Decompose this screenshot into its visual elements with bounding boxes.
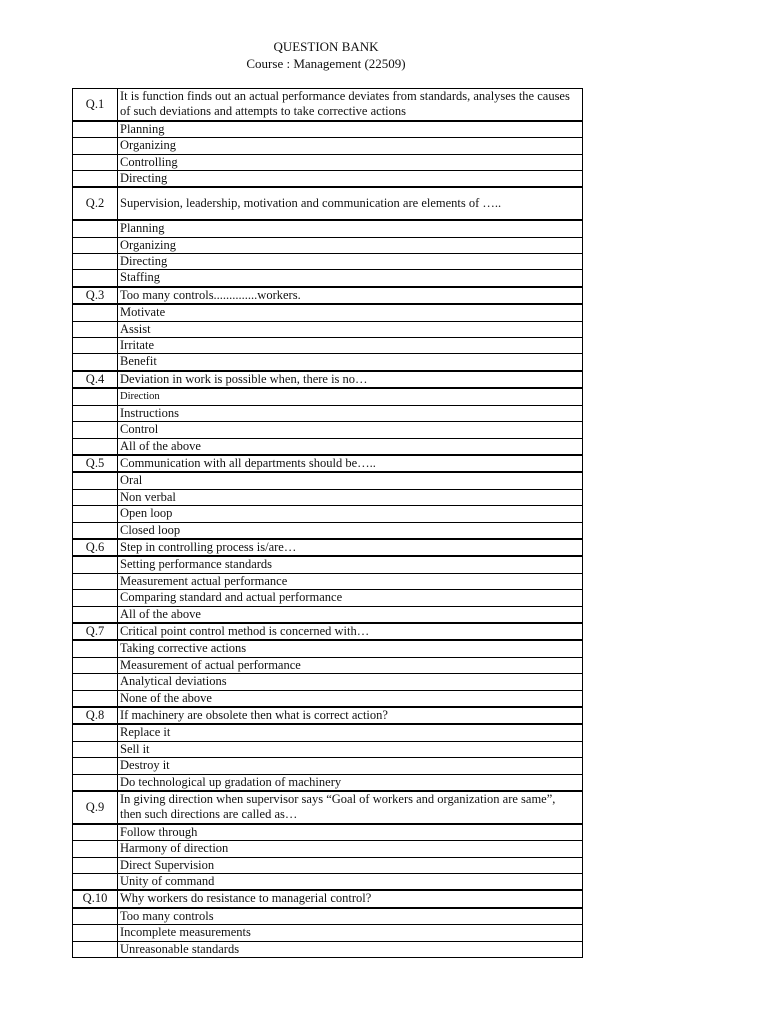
option-row [73,606,583,623]
option-text: Do technological up gradation of machinery [118,774,583,791]
option-text: Open loop [118,506,583,522]
option-number-cell [73,472,118,489]
option-row [73,841,583,857]
option-row [73,270,583,287]
question-row [73,539,583,556]
option-row [73,354,583,371]
option-text: Assist [118,321,583,337]
option-text: Directing [118,254,583,270]
option-number-cell [73,674,118,690]
option-row [73,237,583,253]
option-row [73,908,583,925]
option-text: Controlling [118,154,583,170]
option-row [73,388,583,405]
option-text: All of the above [118,606,583,623]
question-text: Communication with all departments should be….. [118,455,583,472]
option-row [73,657,583,673]
option-row [73,422,583,438]
option-number-cell [73,590,118,606]
option-number-cell [73,121,118,138]
question-row [73,791,583,824]
question-number: Q.4 [73,371,118,388]
option-number-cell [73,640,118,657]
option-row [73,171,583,188]
option-row [73,489,583,505]
question-text: Deviation in work is possible when, there is no… [118,371,583,388]
question-number: Q.6 [73,539,118,556]
option-number-cell [73,741,118,757]
option-row [73,573,583,589]
option-number-cell [73,338,118,354]
option-text: Non verbal [118,489,583,505]
option-row [73,941,583,957]
option-row [73,758,583,774]
question-text: If machinery are obsolete then what is correct action? [118,707,583,724]
option-number-cell [73,388,118,405]
question-text: Critical point control method is concerned with… [118,623,583,640]
question-text: Too many controls..............workers. [118,287,583,304]
option-text: Harmony of direction [118,841,583,857]
question-row [73,707,583,724]
option-text: Comparing standard and actual performance [118,590,583,606]
option-number-cell [73,824,118,841]
question-number: Q.3 [73,287,118,304]
question-row [73,890,583,907]
option-number-cell [73,489,118,505]
option-number-cell [73,573,118,589]
option-text: Planning [118,121,583,138]
option-row [73,405,583,421]
option-text: Measurement actual performance [118,573,583,589]
option-row [73,138,583,154]
option-number-cell [73,254,118,270]
option-text: Closed loop [118,522,583,539]
question-number: Q.9 [73,791,118,824]
option-text: Follow through [118,824,583,841]
option-number-cell [73,774,118,791]
option-text: Destroy it [118,758,583,774]
option-number-cell [73,237,118,253]
option-number-cell [73,405,118,421]
option-row [73,254,583,270]
option-number-cell [73,438,118,455]
option-number-cell [73,841,118,857]
option-text: Replace it [118,724,583,741]
option-row [73,690,583,707]
option-text: Direct Supervision [118,857,583,873]
question-number: Q.8 [73,707,118,724]
question-number: Q.2 [73,187,118,220]
option-number-cell [73,941,118,957]
option-number-cell [73,138,118,154]
option-text: Staffing [118,270,583,287]
option-row [73,741,583,757]
question-row [73,187,583,220]
option-number-cell [73,606,118,623]
question-row [73,371,583,388]
option-text: Unity of command [118,874,583,891]
option-row [73,925,583,941]
document-header [0,38,652,72]
question-text: It is function finds out an actual performance deviates from standards, analyses the causes of such deviations and attempts to take corrective actions [118,89,583,121]
option-text: Planning [118,220,583,237]
option-number-cell [73,657,118,673]
question-text: Supervision, leadership, motivation and communication are elements of ….. [118,187,583,220]
option-text: Directing [118,171,583,188]
option-number-cell [73,758,118,774]
document-title: QUESTION BANK [273,39,379,54]
option-text: Analytical deviations [118,674,583,690]
option-row [73,724,583,741]
option-number-cell [73,690,118,707]
option-text: Setting performance standards [118,556,583,573]
option-text: Measurement of actual performance [118,657,583,673]
option-text: Direction [118,388,583,405]
option-row [73,640,583,657]
option-row [73,774,583,791]
option-row [73,154,583,170]
option-row [73,472,583,489]
question-number: Q.10 [73,890,118,907]
option-number-cell [73,422,118,438]
option-text: Incomplete measurements [118,925,583,941]
option-row [73,506,583,522]
option-number-cell [73,270,118,287]
option-row [73,121,583,138]
option-number-cell [73,506,118,522]
option-number-cell [73,925,118,941]
option-row [73,304,583,321]
question-text: Step in controlling process is/are… [118,539,583,556]
option-text: Taking corrective actions [118,640,583,657]
option-number-cell [73,908,118,925]
option-row [73,824,583,841]
option-text: Oral [118,472,583,489]
question-number: Q.7 [73,623,118,640]
option-text: Sell it [118,741,583,757]
option-text: Benefit [118,354,583,371]
question-table [72,88,583,958]
option-text: Unreasonable standards [118,941,583,957]
option-number-cell [73,354,118,371]
option-number-cell [73,220,118,237]
option-row [73,220,583,237]
option-text: Control [118,422,583,438]
option-number-cell [73,522,118,539]
option-number-cell [73,321,118,337]
question-number: Q.5 [73,455,118,472]
option-text: Organizing [118,237,583,253]
question-text: Why workers do resistance to managerial control? [118,890,583,907]
option-text: Motivate [118,304,583,321]
option-number-cell [73,556,118,573]
option-text: Instructions [118,405,583,421]
option-text: Irritate [118,338,583,354]
option-text: Organizing [118,138,583,154]
option-row [73,674,583,690]
option-row [73,556,583,573]
option-text: All of the above [118,438,583,455]
question-row [73,287,583,304]
option-row [73,874,583,891]
question-row [73,89,583,121]
option-number-cell [73,857,118,873]
question-text: In giving direction when supervisor says “Goal of workers and organization are same”, then such directions are called as… [118,791,583,824]
course-title: Course : Management (22509) [246,56,406,71]
option-row [73,590,583,606]
question-row [73,623,583,640]
option-row [73,438,583,455]
option-number-cell [73,154,118,170]
option-number-cell [73,171,118,188]
option-text: None of the above [118,690,583,707]
option-row [73,857,583,873]
question-number: Q.1 [73,89,118,121]
option-text: Too many controls [118,908,583,925]
option-number-cell [73,874,118,891]
option-row [73,338,583,354]
question-row [73,455,583,472]
option-number-cell [73,304,118,321]
option-number-cell [73,724,118,741]
option-row [73,321,583,337]
option-row [73,522,583,539]
